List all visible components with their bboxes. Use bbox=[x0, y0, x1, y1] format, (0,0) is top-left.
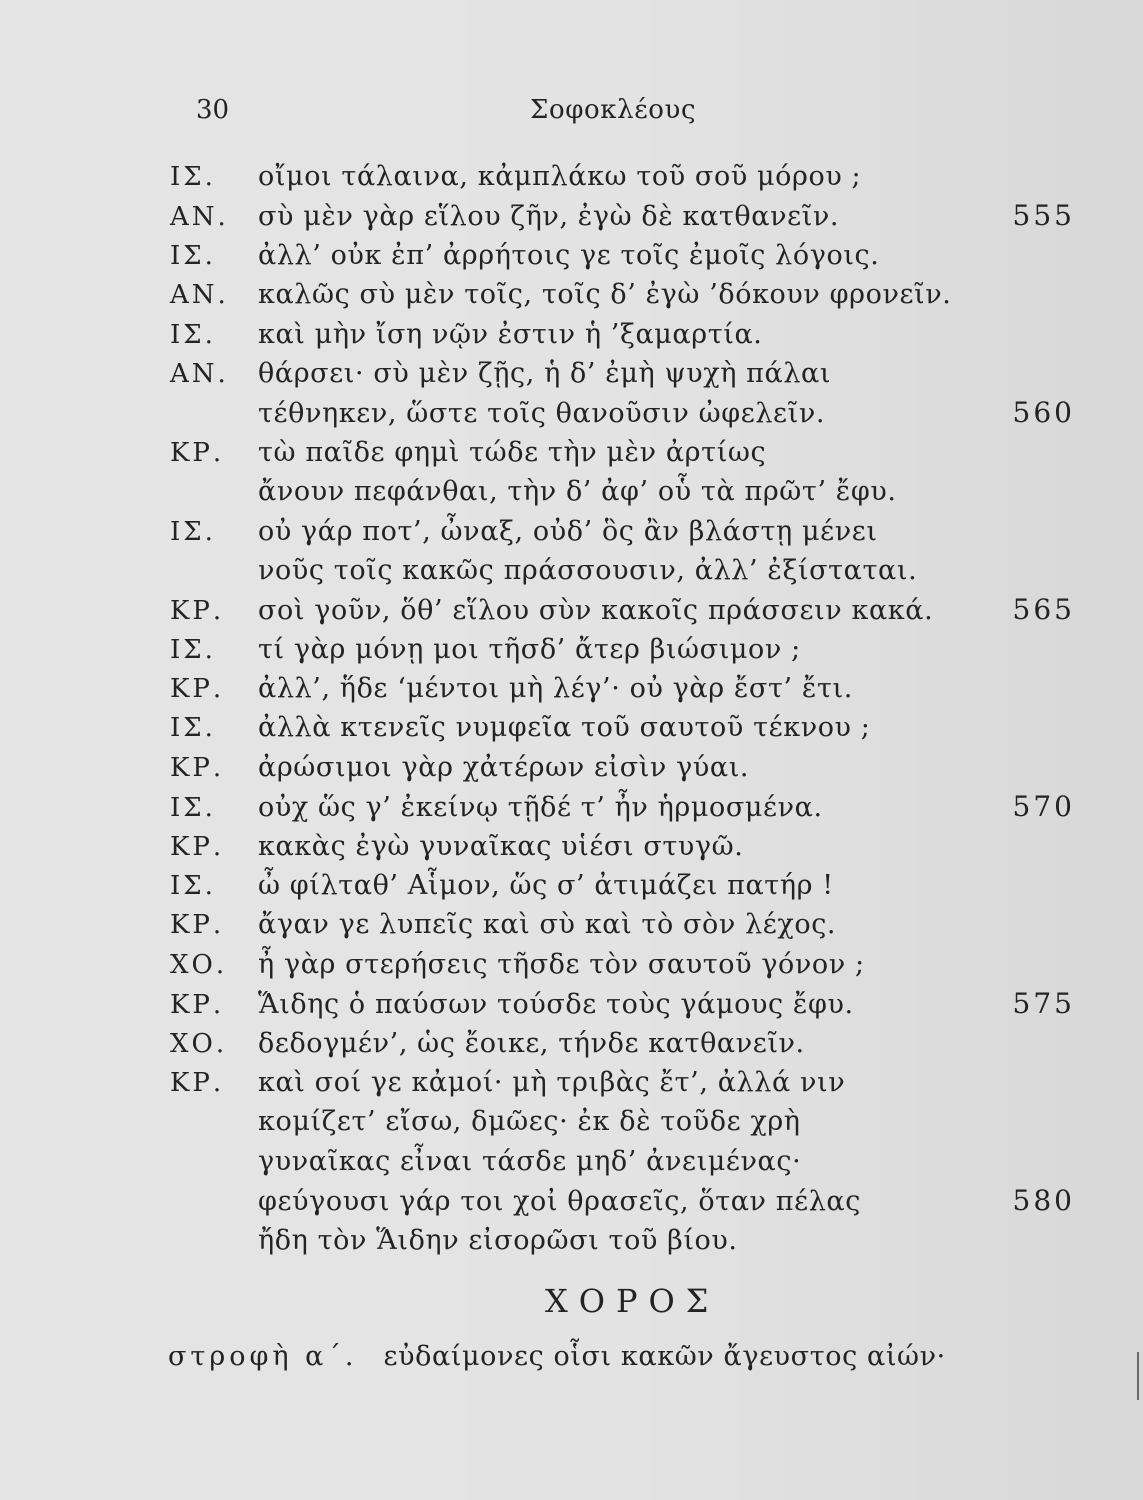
scan-edge-mark bbox=[1137, 1352, 1139, 1400]
speaker-label: ΚΡ. bbox=[170, 752, 225, 783]
verse-text: καλῶς σὺ μὲν τοῖς, τοῖς δ’ ἐγὼ ’δόκουν φρονεῖν. bbox=[258, 279, 952, 311]
verse-text: κακὰς ἐγὼ γυναῖκας υἱέσι στυγῶ. bbox=[258, 830, 744, 862]
verse-text: ἀλλ’ οὐκ ἐπ’ ἀρρήτοις γε τοῖς ἐμοῖς λόγοις. bbox=[258, 239, 880, 271]
speaker-label: ΚΡ. bbox=[170, 1067, 225, 1098]
verse-line bbox=[170, 630, 1072, 669]
verse-text: θάρσει· σὺ μὲν ζῇς, ἡ δ’ ἐμὴ ψυχὴ πάλαι bbox=[258, 357, 832, 389]
verse-text: οἴμοι τάλαινα, κἀμπλάκω τοῦ σοῦ μόρου ; bbox=[258, 161, 862, 192]
verse-text: τέθνηκεν, ὥστε τοῖς θανοῦσιν ὠφελεῖν. bbox=[258, 398, 826, 430]
speaker-label: ΑΝ. bbox=[170, 202, 229, 233]
speaker-label: ΚΡ. bbox=[170, 437, 225, 468]
verse-line bbox=[170, 236, 1072, 275]
speaker-label: ΚΡ. bbox=[170, 990, 225, 1021]
verse-line bbox=[170, 551, 1072, 590]
speaker-label: ΚΡ. bbox=[170, 674, 225, 705]
verse-text: κομίζετ’ εἴσω, δμῶες· ἐκ δὲ τοῦδε χρὴ bbox=[258, 1106, 801, 1138]
verse-text: δεδογμέν’, ὡς ἔοικε, τήνδε κατθανεῖν. bbox=[258, 1027, 805, 1059]
speaker-label: ΧΟ. bbox=[170, 949, 228, 980]
verse-text: σὺ μὲν γὰρ εἵλου ζῆν, ἐγὼ δὲ κατθανεῖν. bbox=[258, 201, 840, 233]
verse-text: καὶ μὴν ἴση νῷν ἐστιν ἡ ’ξαμαρτία. bbox=[258, 318, 763, 350]
speaker-label: ΙΣ. bbox=[170, 713, 216, 744]
speaker-label: ΙΣ. bbox=[170, 240, 216, 271]
speaker-label: ΑΝ. bbox=[170, 358, 229, 389]
speaker-label: ΚΡ. bbox=[170, 596, 225, 627]
verse-text: Ἅιδης ὁ παύσων τούσδε τοὺς γάμους ἔφυ. bbox=[258, 989, 854, 1021]
verse-line bbox=[170, 905, 1072, 944]
verse-line bbox=[170, 1024, 1072, 1063]
verse-line bbox=[170, 1221, 1072, 1260]
verse-text: γυναῖκας εἶναι τάσδε μηδ’ ἀνειμένας· bbox=[258, 1145, 802, 1177]
verse-line bbox=[170, 354, 1072, 393]
verse-line bbox=[170, 433, 1072, 472]
verse-line bbox=[170, 827, 1072, 866]
verse-line bbox=[170, 472, 1072, 511]
running-title: Σοφοκλέους bbox=[530, 95, 697, 125]
verse-line bbox=[170, 787, 1075, 826]
verse-line bbox=[170, 157, 1072, 196]
strophe-line bbox=[168, 1337, 946, 1377]
speaker-label: ΧΟ. bbox=[170, 1028, 228, 1059]
verse-text: σοὶ γοῦν, ὅθ’ εἵλου σὺν κακοῖς πράσσειν κακά. bbox=[258, 595, 934, 627]
verse-line bbox=[170, 748, 1072, 787]
verse-text: ἀλλ’, ἥδε ‘μέντοι μὴ λέγ’· οὐ γὰρ ἔστ’ ἔτι. bbox=[258, 673, 853, 705]
verse-line bbox=[170, 196, 1075, 235]
verse-line bbox=[170, 1063, 1072, 1102]
line-number: 560 bbox=[1012, 396, 1075, 430]
chorus-heading: ΧΟΡΟΣ bbox=[545, 1282, 720, 1320]
speaker-label: ΚΡ. bbox=[170, 910, 225, 941]
strophe-text: εὐδαίμονες οἷσι κακῶν ἄγευστος αἰών· bbox=[383, 1341, 946, 1372]
verse-text: ἄγαν γε λυπεῖς καὶ σὺ καὶ τὸ σὸν λέχος. bbox=[258, 909, 837, 941]
verse-line bbox=[170, 984, 1075, 1023]
verse-line bbox=[170, 669, 1072, 708]
speaker-label: ΙΣ. bbox=[170, 516, 216, 547]
verse-block bbox=[170, 157, 1075, 1260]
line-number: 555 bbox=[1012, 199, 1075, 233]
verse-line bbox=[170, 393, 1075, 432]
verse-line bbox=[170, 315, 1072, 354]
line-number: 570 bbox=[1012, 790, 1075, 824]
verse-line bbox=[170, 1102, 1072, 1141]
verse-line bbox=[170, 708, 1072, 747]
verse-line bbox=[170, 275, 1072, 314]
verse-line bbox=[170, 512, 1072, 551]
verse-text: ὦ φίλταθ’ Αἷμον, ὥς σ’ ἀτιμάζει πατήρ ! bbox=[258, 870, 834, 902]
verse-line bbox=[170, 590, 1075, 629]
verse-line bbox=[170, 1142, 1072, 1181]
verse-text: οὐ γάρ ποτ’, ὦναξ, οὐδ’ ὃς ἂν βλάστῃ μένει bbox=[258, 515, 878, 547]
verse-text: οὐχ ὥς γ’ ἐκείνῳ τῇδέ τ’ ἦν ἡρμοσμένα. bbox=[258, 792, 823, 824]
line-number: 575 bbox=[1012, 987, 1075, 1021]
speaker-label: ΙΣ. bbox=[170, 319, 216, 350]
speaker-label: ΚΡ. bbox=[170, 831, 225, 862]
speaker-label: ΙΣ. bbox=[170, 793, 216, 824]
verse-line bbox=[170, 1181, 1075, 1220]
verse-text: ἄνουν πεφάνθαι, τὴν δ’ ἀφ’ οὗ τὰ πρῶτ’ ἔφυ. bbox=[258, 476, 897, 508]
line-number: 565 bbox=[1012, 593, 1075, 627]
verse-text: τὼ παῖδε φημὶ τώδε τὴν μὲν ἀρτίως bbox=[258, 436, 767, 468]
verse-text: ἦ γὰρ στερήσεις τῆσδε τὸν σαυτοῦ γόνον ; bbox=[258, 948, 865, 980]
verse-text: ἀλλὰ κτενεῖς νυμφεῖα τοῦ σαυτοῦ τέκνου ; bbox=[258, 712, 871, 744]
speaker-label: ΙΣ. bbox=[170, 634, 216, 665]
speaker-label: ΑΝ. bbox=[170, 280, 229, 311]
line-number: 580 bbox=[1012, 1184, 1075, 1218]
speaker-label: ΙΣ. bbox=[170, 871, 216, 902]
verse-text: ἀρώσιμοι γὰρ χἀτέρων εἰσὶν γύαι. bbox=[258, 751, 750, 783]
verse-text: φεύγουσι γάρ τοι χοἰ θρασεῖς, ὅταν πέλας bbox=[258, 1186, 861, 1218]
strophe-label: στροφὴ α΄. bbox=[168, 1341, 358, 1372]
verse-text: τί γὰρ μόνῃ μοι τῆσδ’ ἄτερ βιώσιμον ; bbox=[258, 633, 801, 665]
speaker-label: ΙΣ. bbox=[170, 162, 216, 192]
verse-line bbox=[170, 945, 1072, 984]
verse-text: νοῦς τοῖς κακῶς πράσσουσιν, ἀλλ’ ἐξίσταται. bbox=[258, 554, 918, 586]
verse-line bbox=[170, 866, 1072, 905]
verse-text: ἤδη τὸν Ἅιδην εἰσορῶσι τοῦ βίου. bbox=[258, 1224, 738, 1256]
verse-text: καὶ σοί γε κἀμοί· μὴ τριβὰς ἔτ’, ἀλλά νιν bbox=[258, 1066, 846, 1098]
page-number: 30 bbox=[196, 95, 230, 125]
